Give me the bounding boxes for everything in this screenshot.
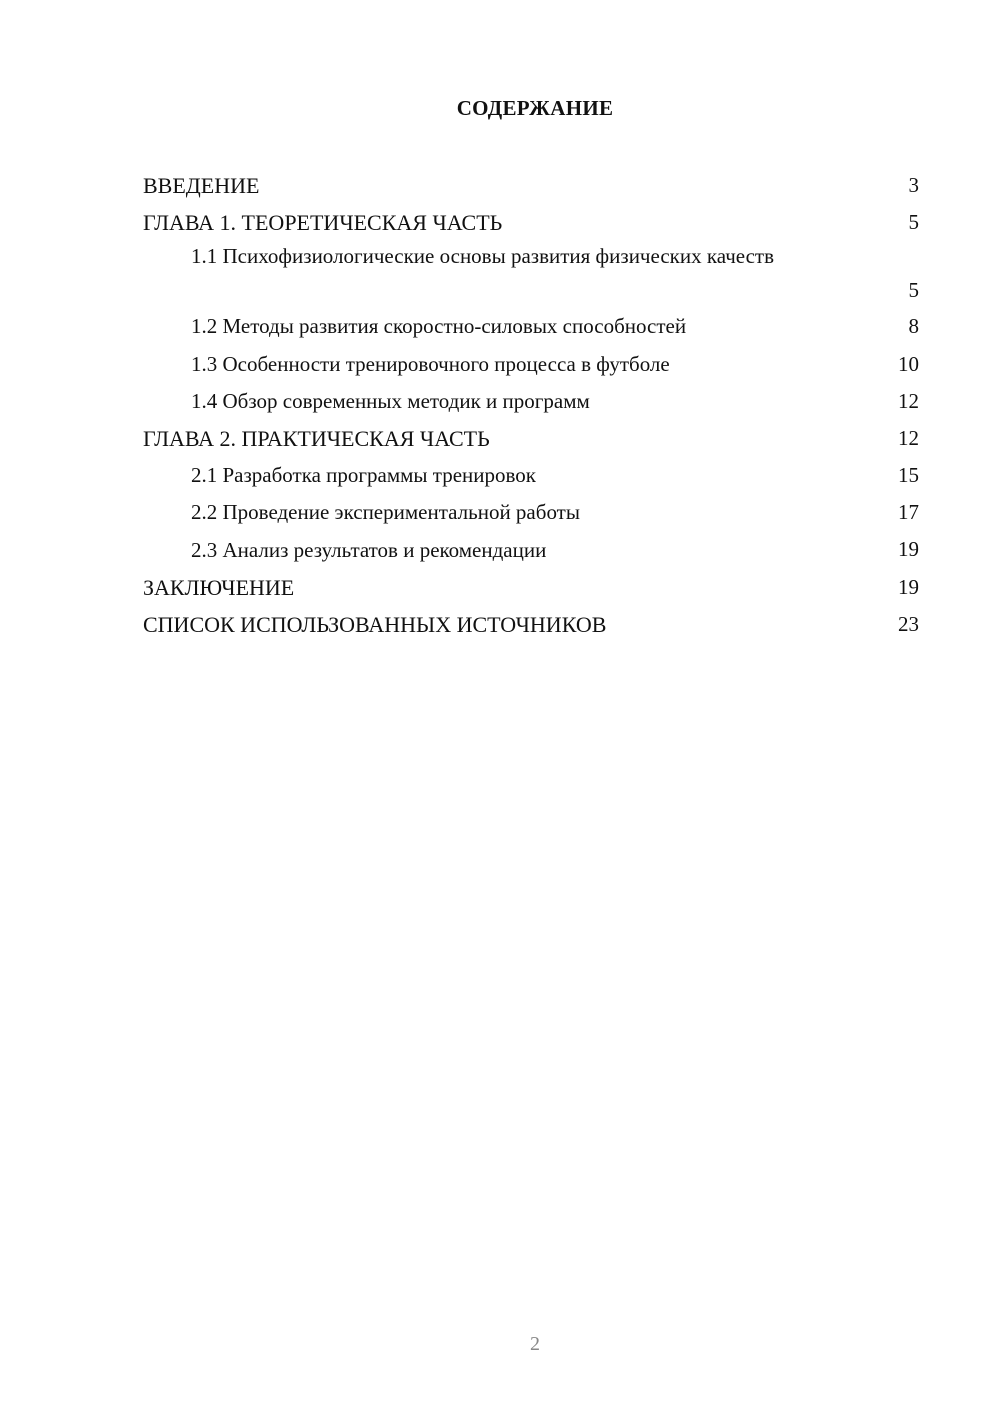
toc-entry-text: ВВЕДЕНИЕ [143,173,260,198]
page-title: СОДЕРЖАНИЕ [456,96,614,120]
toc-entry-text: 1.4 Обзор современных методик и программ [191,388,590,413]
toc-entry-page: 12 [898,388,919,413]
toc-entry-page: 5 [908,278,919,303]
toc-entry-text: ЗАКЛЮЧЕНИЕ [143,574,295,600]
toc-entry-chapter-2[interactable] [143,420,919,457]
toc-entry-text: 2.3 Анализ результатов и рекомендации [191,537,547,562]
toc-entry-page: 15 [898,463,919,488]
toc-entry-section-2-3[interactable] [143,532,919,569]
toc-entry-section-1-3[interactable] [143,346,919,383]
toc-entry-text: 2.2 Проведение экспериментальной работы [191,500,580,525]
toc-entry-chapter-1[interactable] [143,204,919,241]
toc-entry-text: 1.2 Методы развития скоростно-силовых способностей [191,314,687,339]
toc-entry-text: 2.1 Разработка программы тренировок [191,463,536,488]
toc-entry-page: 19 [898,574,919,599]
toc-entry-section-1-1[interactable] [143,241,919,308]
toc-entry-page: 17 [898,500,919,525]
toc-entry-text: ГЛАВА 2. ПРАКТИЧЕСКАЯ ЧАСТЬ [143,425,490,451]
toc-entry-introduction[interactable] [143,167,919,204]
toc-entry-page: 10 [898,351,919,376]
toc-entry-page: 8 [908,314,919,339]
page-number: 2 [530,1333,540,1355]
toc-entry-page: 12 [898,425,919,450]
table-of-contents [143,167,919,643]
toc-entry-conclusion[interactable] [143,569,919,606]
toc-entry-section-2-2[interactable] [143,494,919,531]
toc-entry-section-2-1[interactable] [143,457,919,494]
toc-entry-references[interactable] [143,606,919,643]
toc-entry-text: СПИСОК ИСПОЛЬЗОВАННЫХ ИСТОЧНИКОВ [143,611,607,637]
toc-entry-page: 19 [898,537,919,562]
toc-entry-page: 5 [908,210,919,235]
toc-entry-section-1-2[interactable] [143,308,919,345]
toc-entry-section-1-4[interactable] [143,383,919,420]
toc-entry-text: ГЛАВА 1. ТЕОРЕТИЧЕСКАЯ ЧАСТЬ [143,210,503,236]
toc-entry-text: 1.1 Психофизиологические основы развития физических качеств [191,244,775,269]
toc-entry-page: 3 [908,172,919,197]
toc-entry-page: 23 [898,611,919,636]
toc-entry-text: 1.3 Особенности тренировочного процесса в футболе [191,351,670,376]
